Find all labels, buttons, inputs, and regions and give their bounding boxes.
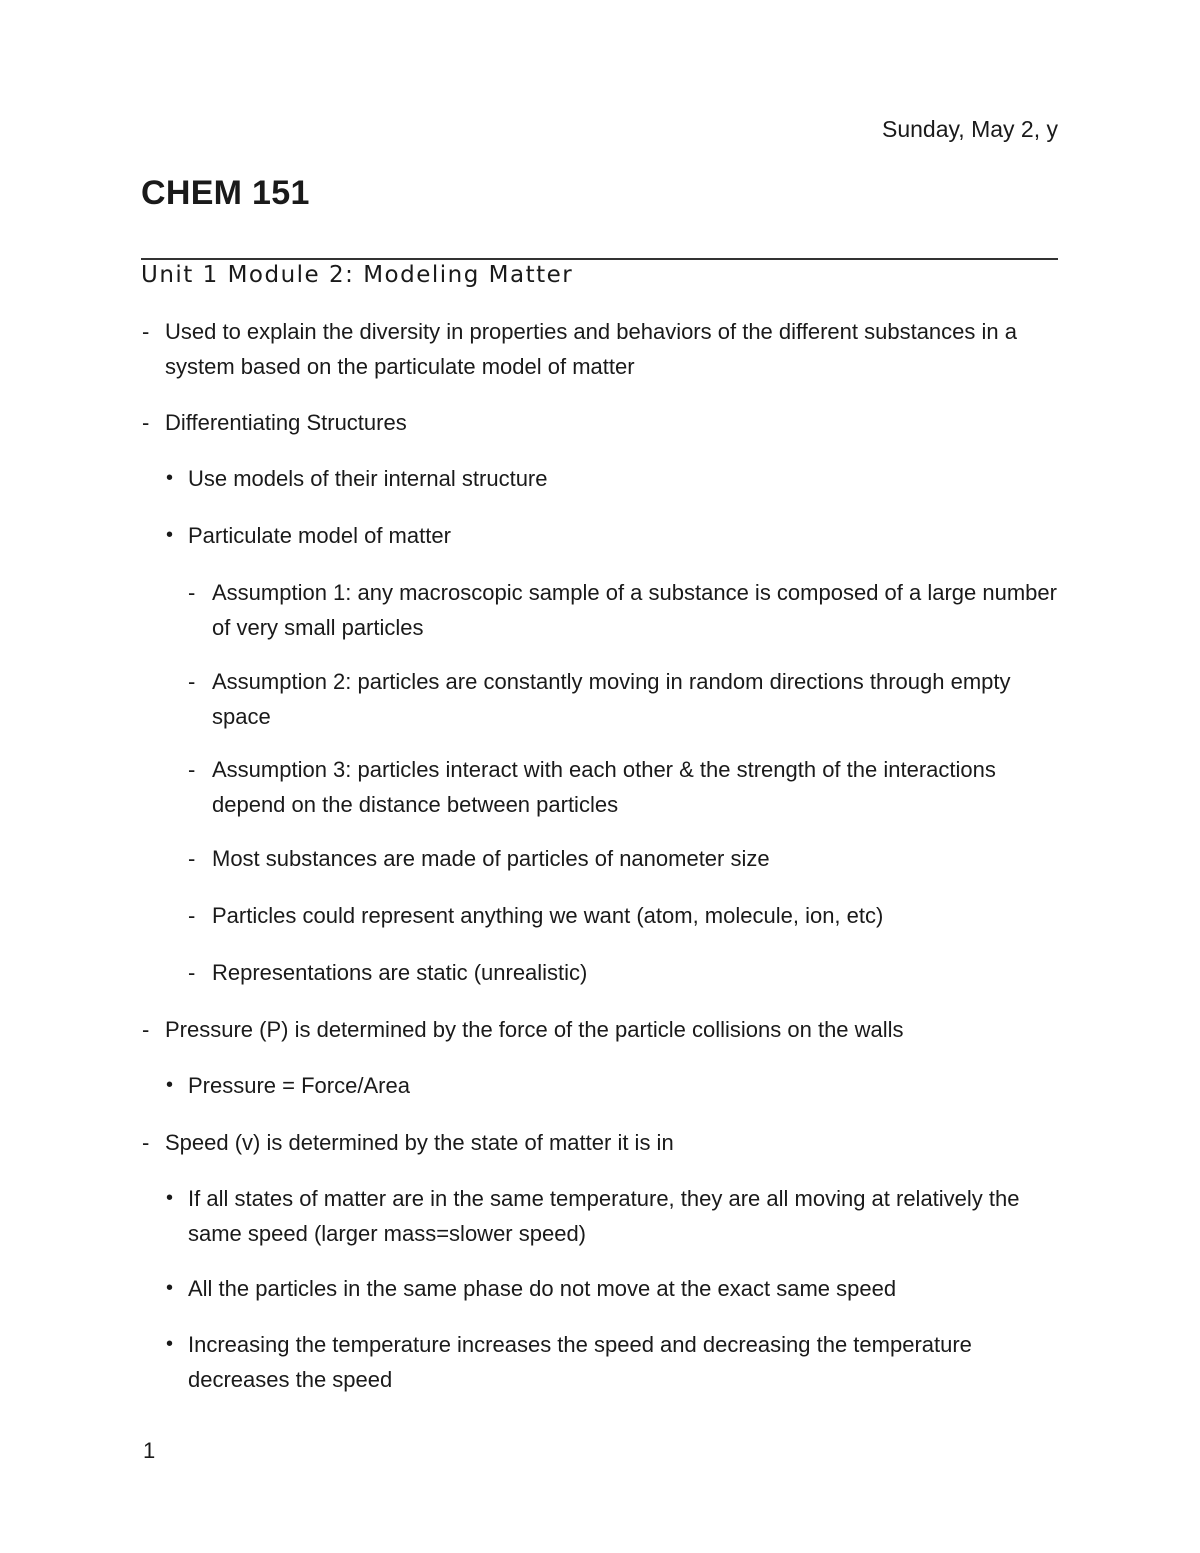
dash-marker: - [188, 580, 196, 605]
list-item [188, 955, 1062, 990]
list-item-text: Assumption 3: particles interact with each other & the strength of the interactions depend on the distance between particles [212, 757, 996, 817]
bullet-marker: • [166, 524, 174, 546]
dash-marker: - [188, 960, 196, 985]
page-number: 1 [143, 1438, 156, 1463]
list-item-text: Use models of their internal structure [188, 466, 548, 491]
dash-marker: - [188, 669, 196, 694]
list-item [188, 575, 1062, 645]
dash-marker: - [142, 410, 150, 435]
list-item [188, 841, 1062, 876]
date: Sunday, May 2, y [882, 116, 1058, 142]
list-item-text: If all states of matter are in the same temperature, they are all moving at relatively the same speed (larger mass=slower speed) [188, 1186, 1020, 1246]
dash-marker: - [142, 319, 150, 344]
bullet-marker: • [166, 1187, 174, 1209]
list-item-text: Pressure (P) is determined by the force of the particle collisions on the walls [165, 1017, 904, 1042]
list-item-text: Increasing the temperature increases the speed and decreasing the temperature decreases the speed [188, 1332, 972, 1392]
list-item-text: Pressure = Force/Area [188, 1073, 410, 1098]
bullet-marker: • [166, 1277, 174, 1299]
list-item-text: Used to explain the diversity in properties and behaviors of the different substances in a system based on the particulate model of matter [165, 319, 1017, 379]
list-item [142, 1012, 1065, 1047]
list-item [166, 1181, 1058, 1251]
list-item-text: Representations are static (unrealistic) [212, 960, 588, 985]
list-item [166, 461, 1058, 496]
bullet-marker: • [166, 467, 174, 489]
list-item [142, 1125, 1065, 1160]
dash-marker: - [142, 1130, 150, 1155]
dash-marker: - [188, 903, 196, 928]
list-item [188, 664, 1062, 734]
list-item [166, 518, 1058, 553]
list-item [188, 898, 1062, 933]
list-item [166, 1271, 1058, 1306]
list-item-text: Most substances are made of particles of nanometer size [212, 846, 770, 871]
dash-marker: - [142, 1017, 150, 1042]
bullet-marker: • [166, 1074, 174, 1096]
list-item [166, 1068, 1058, 1103]
dash-marker: - [188, 846, 196, 871]
bullet-marker: • [166, 1333, 174, 1355]
course-title: CHEM 151 [141, 174, 310, 212]
list-item [166, 1327, 1058, 1397]
section-heading: Unit 1 Module 2: Modeling Matter [141, 262, 574, 288]
list-item-text: Particles could represent anything we want (atom, molecule, ion, etc) [212, 903, 884, 928]
list-item-text: Differentiating Structures [165, 410, 407, 435]
list-item-text: Particulate model of matter [188, 523, 451, 548]
list-item [188, 752, 1062, 822]
list-item-text: Assumption 1: any macroscopic sample of a substance is composed of a large number of very small particles [212, 580, 1057, 640]
list-item [142, 314, 1065, 384]
list-item-text: Assumption 2: particles are constantly moving in random directions through empty space [212, 669, 1011, 729]
dash-marker: - [188, 757, 196, 782]
list-item-text: Speed (v) is determined by the state of matter it is in [165, 1130, 674, 1155]
title-divider [141, 258, 1058, 260]
list-item [142, 405, 1065, 440]
list-item-text: All the particles in the same phase do not move at the exact same speed [188, 1276, 897, 1301]
